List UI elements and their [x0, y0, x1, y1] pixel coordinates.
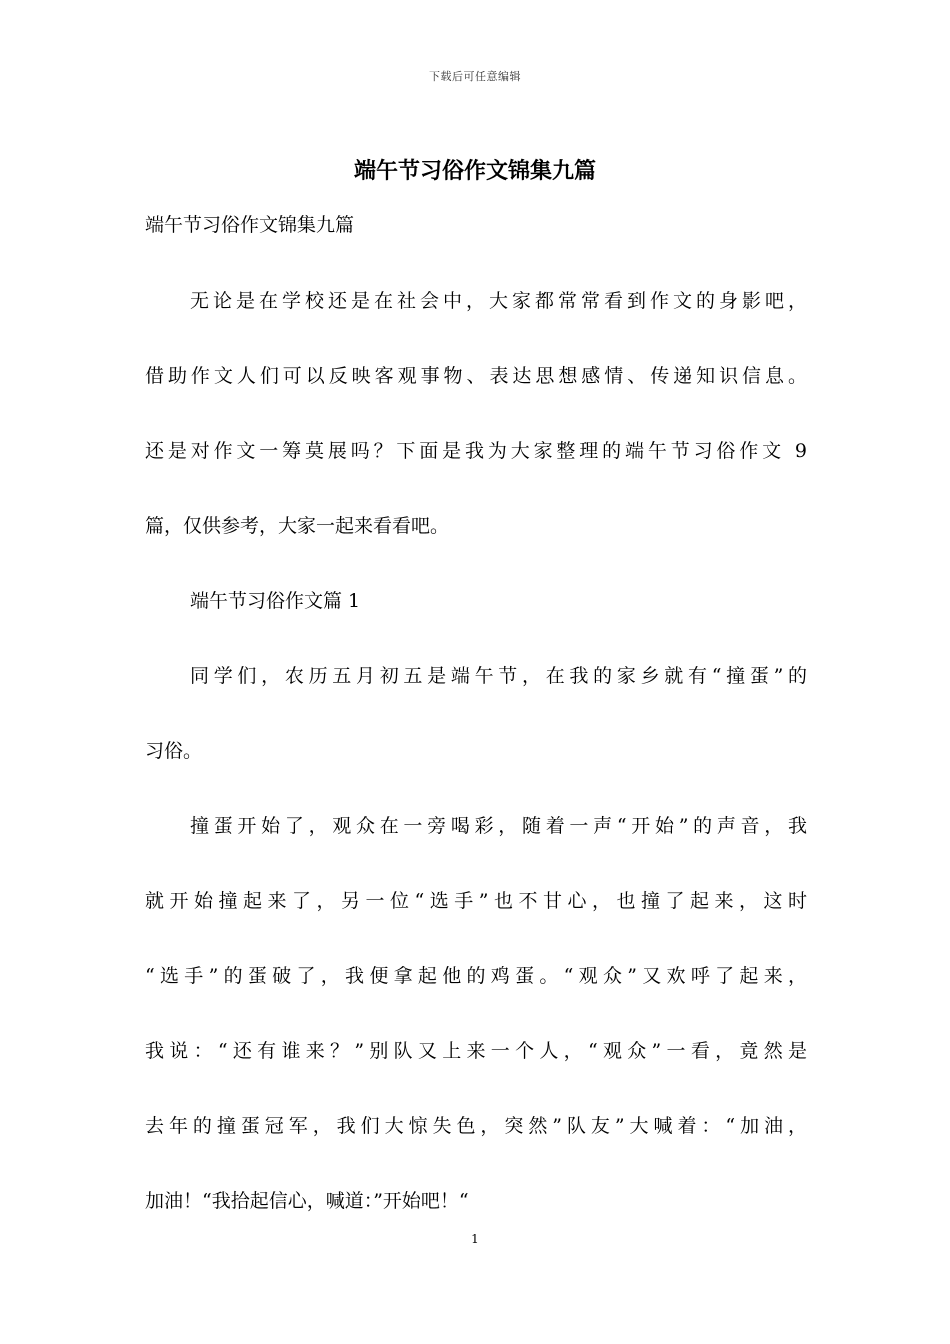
- text-line: 还是对作文一筹莫展吗？下面是我为大家整理的端午节习俗作文 9: [145, 440, 807, 462]
- section-heading: 端午节习俗作文篇 1: [190, 590, 361, 612]
- text-line: 无论是在学校还是在社会中，大家都常常看到作文的身影吧，: [190, 290, 807, 312]
- text-line: “选手”的蛋破了，我便拿起他的鸡蛋。“观众”又欢呼了起来，: [145, 965, 807, 987]
- text-line: 同学们，农历五月初五是端午节，在我的家乡就有“撞蛋”的: [190, 665, 807, 687]
- text-line: 加油！“我拾起信心，喊道：”开始吧！“: [145, 1190, 469, 1212]
- document-subtitle: 端午节习俗作文锦集九篇: [145, 214, 355, 236]
- text-line: 去年的撞蛋冠军，我们大惊失色，突然”队友”大喊着：“加油，: [145, 1115, 807, 1137]
- text-line: 撞蛋开始了，观众在一旁喝彩，随着一声“开始”的声音，我: [190, 815, 807, 837]
- text-line: 篇，仅供参考，大家一起来看看吧。: [145, 515, 450, 537]
- document-title: 端午节习俗作文锦集九篇: [353, 158, 596, 184]
- text-line: 我说：“还有谁来？”别队又上来一个人，“观众”一看，竟然是: [145, 1040, 807, 1062]
- page-header: 下载后可任意编辑: [429, 70, 521, 83]
- text-line: 借助作文人们可以反映客观事物、表达思想感情、传递知识信息。: [145, 365, 807, 387]
- text-line: 就开始撞起来了，另一位“选手”也不甘心，也撞了起来，这时: [145, 890, 807, 912]
- text-line: 习俗。: [145, 740, 203, 762]
- document-body: [145, 282, 807, 1257]
- page-number: 1: [471, 1232, 479, 1246]
